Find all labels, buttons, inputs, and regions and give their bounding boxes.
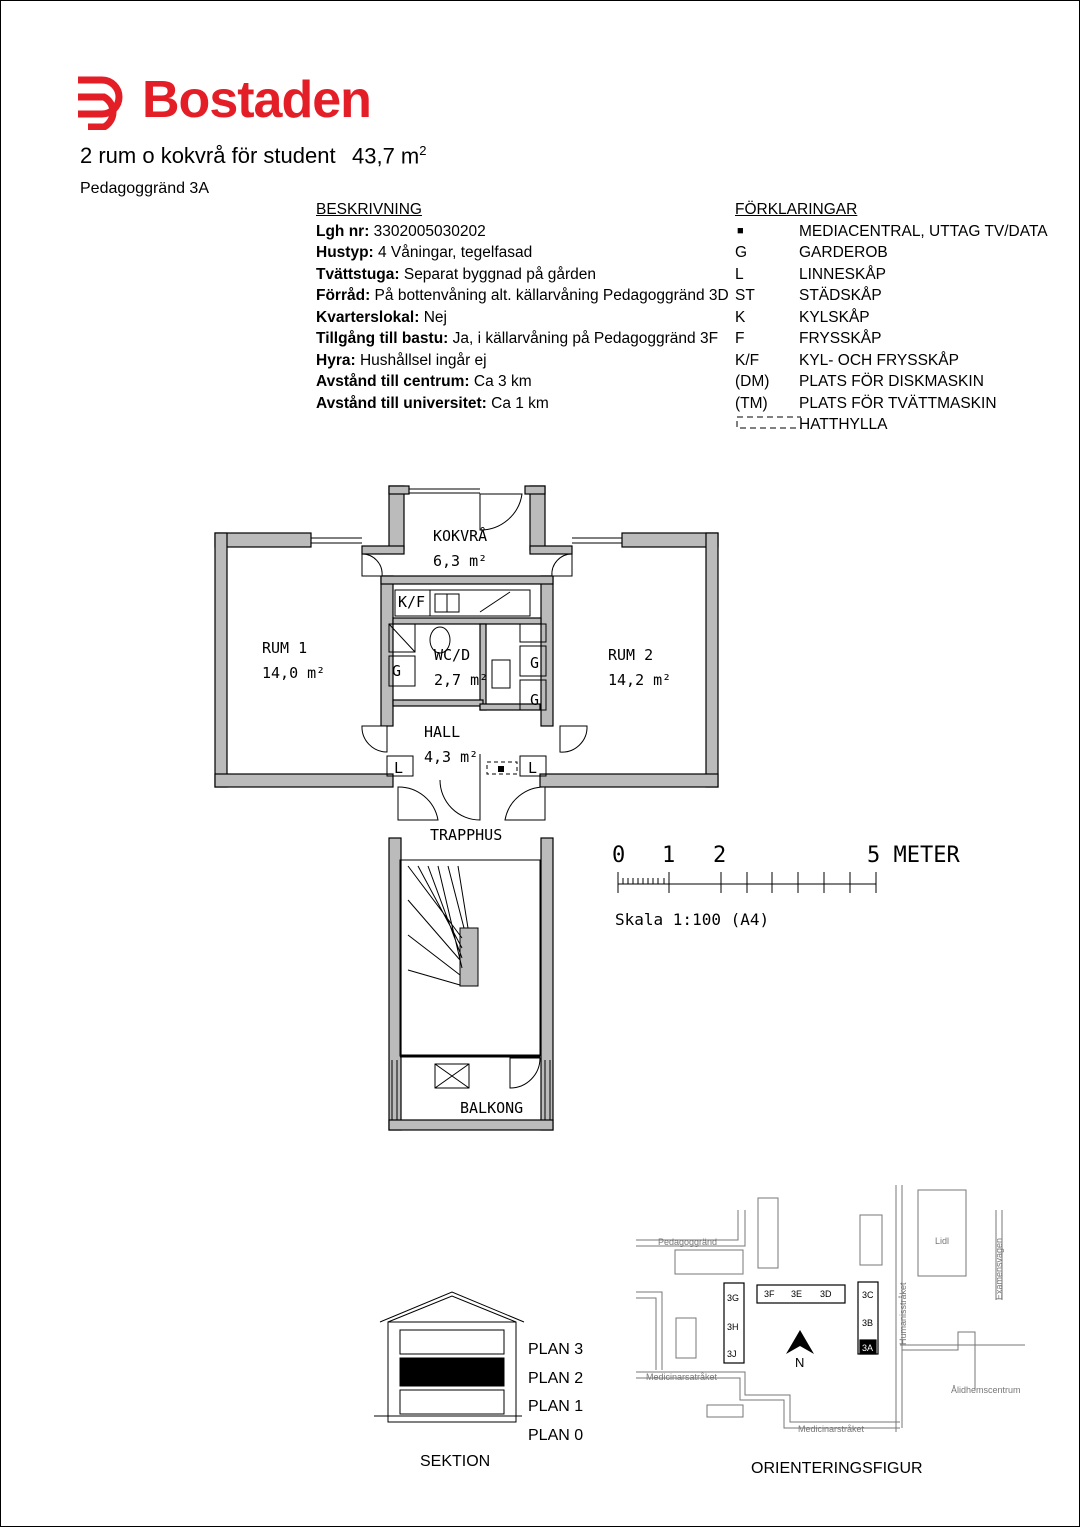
map-building-label: 3C bbox=[862, 1290, 874, 1300]
legend-row: ST STÄDSKÅP bbox=[735, 287, 882, 304]
rum1-area: 14,0 m² bbox=[262, 664, 326, 682]
hat-shelf-icon bbox=[735, 414, 801, 430]
section-plan-item: PLAN 3 bbox=[528, 1341, 584, 1358]
map-area-label: Ålidhemscentrum bbox=[951, 1385, 1021, 1395]
scale-bar bbox=[605, 838, 975, 938]
section-diagram bbox=[372, 1290, 532, 1430]
legend-row: K/F KYL- OCH FRYSSKÅP bbox=[735, 351, 959, 369]
section-plan-highlight bbox=[400, 1358, 504, 1386]
legend-row: L LINNESKÅP bbox=[735, 265, 887, 283]
kokvra-label: KOKVRÅ bbox=[433, 527, 488, 545]
media-central-icon bbox=[498, 766, 504, 772]
kokvra-area: 6,3 m² bbox=[433, 552, 488, 570]
map-building-label: 3D bbox=[820, 1289, 832, 1299]
map-building-label: 3G bbox=[727, 1293, 740, 1303]
section-caption: SEKTION bbox=[420, 1453, 491, 1470]
section-plan-item: PLAN 2 bbox=[528, 1369, 584, 1387]
description-row: Kvarterslokal: Nej bbox=[316, 308, 447, 326]
scale-tick-0: 0 bbox=[612, 843, 626, 868]
section-plan-item: PLAN 0 bbox=[528, 1426, 584, 1444]
balkong-label: BALKONG bbox=[460, 1099, 524, 1117]
bostaden-logo-icon bbox=[74, 72, 134, 130]
orientation-caption: ORIENTERINGSFIGUR bbox=[751, 1460, 923, 1477]
scale-tick-5: 5 METER bbox=[867, 843, 960, 868]
wc-label: WC/D bbox=[434, 646, 471, 664]
map-store-label: Lidl bbox=[935, 1236, 950, 1246]
description-row: Avstånd till universitet: Ca 1 km bbox=[316, 394, 549, 412]
rum2-label: RUM 2 bbox=[608, 646, 654, 664]
description-row: Förråd: På bottenvåning alt. källarvåning Pedagoggränd 3D bbox=[316, 287, 729, 304]
description-row: Lgh nr: 3302005030202 bbox=[316, 222, 486, 240]
description-heading: BESKRIVNING bbox=[316, 201, 422, 218]
legend-row: F FRYSSKÅP bbox=[735, 330, 882, 347]
section-plan-list bbox=[528, 1336, 583, 1450]
legend-row: K KYLSKÅP bbox=[735, 308, 870, 326]
description-row: Hustyp: 4 Våningar, tegelfasad bbox=[316, 244, 533, 261]
rum1-label: RUM 1 bbox=[262, 639, 308, 657]
wc-area: 2,7 m² bbox=[434, 671, 489, 689]
apartment-title: 2 rum o kokvrå för student bbox=[80, 143, 336, 168]
scale-tick-1: 1 bbox=[662, 843, 676, 868]
rum2-area: 14,2 m² bbox=[608, 671, 672, 689]
apartment-address: Pedagoggränd 3A bbox=[80, 180, 209, 197]
apartment-area: 43,7 $m^2$ bbox=[352, 143, 427, 169]
legend-row: G GARDEROB bbox=[735, 244, 888, 261]
linen-label: L bbox=[528, 759, 538, 777]
map-building-label: 3H bbox=[727, 1322, 739, 1332]
linen-label: L bbox=[394, 759, 404, 777]
map-building-label: 3F bbox=[764, 1289, 775, 1299]
map-street-label: Examensvägen bbox=[994, 1237, 1004, 1300]
description-row: Tillgång till bastu: Ja, i källarvåning på Pedagoggränd 3F bbox=[316, 330, 719, 347]
legend-block bbox=[735, 199, 1048, 437]
north-label: N bbox=[795, 1355, 805, 1370]
wardrobe-label: G bbox=[530, 654, 540, 672]
description-row: Tvättstuga: Separat byggnad på gården bbox=[316, 265, 597, 283]
map-street-label: Medicinarsatråket bbox=[646, 1372, 718, 1382]
section-plan-item: PLAN 1 bbox=[528, 1398, 584, 1415]
legend-heading: FÖRKLARINGAR bbox=[735, 201, 858, 218]
map-building-label: 3B bbox=[862, 1318, 874, 1328]
description-row: Avstånd till centrum: Ca 3 km bbox=[316, 373, 532, 390]
map-building-current: 3A bbox=[862, 1343, 874, 1353]
map-street-label: Medicinarstråket bbox=[798, 1424, 865, 1434]
description-block bbox=[316, 199, 729, 414]
map-building-label: 3E bbox=[791, 1289, 803, 1299]
north-arrow-icon bbox=[786, 1330, 814, 1370]
legend-row: HATTHYLLA bbox=[735, 414, 1048, 437]
brand-name: Bostaden bbox=[142, 71, 371, 129]
legend-row: (DM) PLATS FÖR DISKMASKIN bbox=[735, 373, 984, 390]
wardrobe-label: G bbox=[530, 691, 540, 709]
floor-plan bbox=[210, 480, 730, 1140]
orientation-map bbox=[630, 1185, 1030, 1450]
legend-row: ■ MEDIACENTRAL, UTTAG TV/DATA bbox=[737, 222, 1048, 240]
description-row: Hyra: Hushållsel ingår ej bbox=[316, 351, 487, 369]
scale-tick-2: 2 bbox=[713, 843, 727, 868]
map-building-label: 3J bbox=[727, 1349, 737, 1359]
legend-row: (TM) PLATS FÖR TVÄTTMASKIN bbox=[735, 394, 997, 412]
trapphus-label: TRAPPHUS bbox=[430, 826, 503, 844]
hall-area: 4,3 m² bbox=[424, 748, 479, 766]
wardrobe-label: G bbox=[392, 662, 402, 680]
map-street-label: Humanisstråket bbox=[898, 1282, 908, 1345]
hall-label: HALL bbox=[424, 723, 461, 741]
kf-label: K/F bbox=[398, 593, 426, 611]
scale-text: Skala 1:100 (A4) bbox=[615, 910, 770, 929]
map-street-label: Pedagoggränd bbox=[658, 1237, 718, 1247]
